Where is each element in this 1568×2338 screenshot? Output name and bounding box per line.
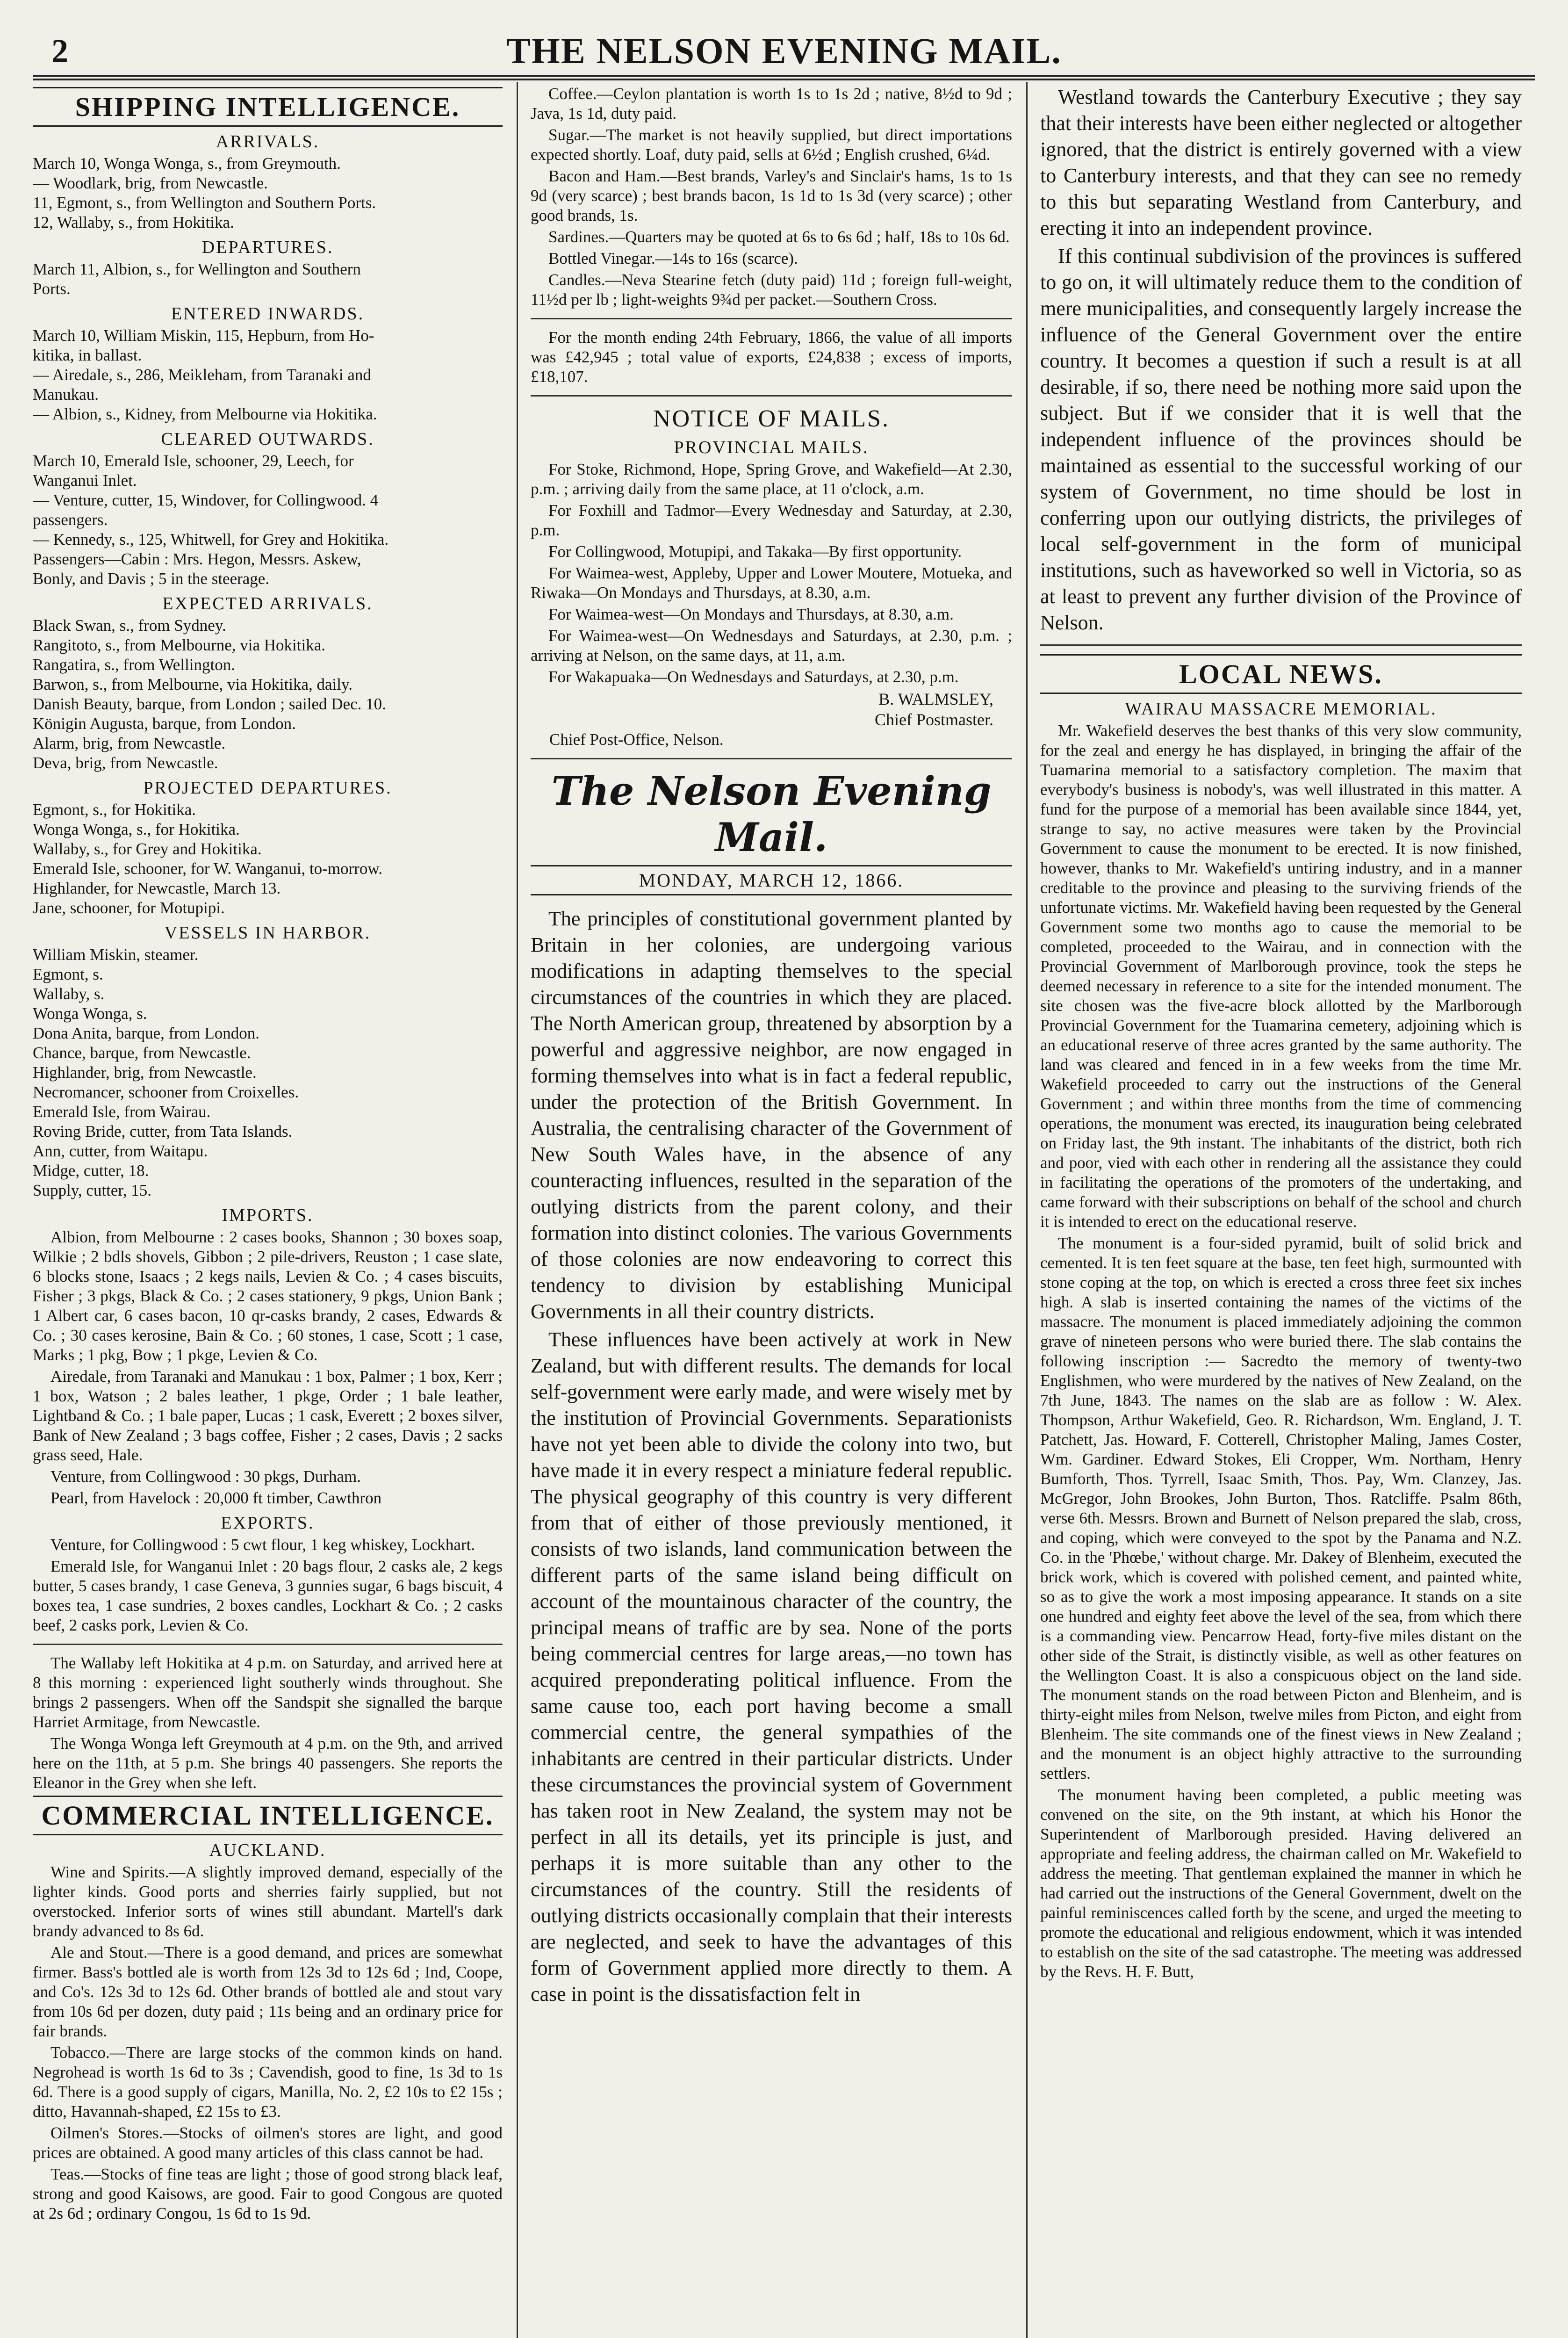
projected-line: Egmont, s., for Hokitika. (33, 801, 196, 819)
column-divider (517, 82, 518, 2338)
imports-paragraph: Venture, from Collingwood : 30 pkgs, Durham. (50, 1467, 361, 1486)
divider (1040, 644, 1522, 646)
column-3 (1040, 84, 1522, 2338)
exports-paragraph: Emerald Isle, for Wanganui Inlet : 20 bags flour, 2 casks ale, 2 kegs butter, 5 cases brandy, 1 case Geneva, 3 gunnies sugar, 6 bags biscuit, 4 boxes tea, 1 case sundries, 2 boxes candles, Lockhart & Co. ; 2 casks beef, 2 casks pork, Levien & Co. (33, 1557, 503, 1634)
cleared-line: Bonly, and Davis ; 5 in the steerage. (33, 570, 270, 588)
arrival-line: 12, Wallaby, s., from Hokitika. (33, 213, 234, 231)
arrival-line: 11, Egmont, s., from Wellington and Southern Ports. (33, 194, 376, 212)
page-number: 2 (51, 32, 68, 70)
expected-line: Deva, brig, from Newcastle. (33, 754, 218, 772)
projected-line: Wallaby, s., for Grey and Hokitika. (33, 840, 262, 858)
vessel-line: Supply, cutter, 15. (33, 1181, 151, 1199)
expected-line: Danish Beauty, barque, from London ; sailed Dec. 10. (33, 695, 386, 713)
provincial-mails-heading: PROVINCIAL MAILS. (674, 438, 869, 457)
mail-notice: For Collingwood, Motupipi, and Takaka—By first opportunity. (548, 542, 962, 561)
vessel-line: Wonga Wonga, s. (33, 1004, 147, 1023)
cleared-line: March 10, Emerald Isle, schooner, 29, Leech, for (33, 452, 354, 470)
editorial-paragraph: These influences have been actively at work in New Zealand, but with different results. The demands for local self-government were early made, and were wisely met by the institution of Provincial Governments. Separationists have not yet been able to divide the colony into two, but have made it in every respect a miniature federal republic. The physical geography of this country is very different from that of either of those previously mentioned, it consists of two islands, land communication between the different parts of the same island being difficult on account of the mountainous character of the country, the principal means of traffic are by sea. None of the ports being commercial centres for large areas,—no town has acquired preponderating political influence. From the same cause too, each port having become a small commercial centre, the general sympathies of the inhabitants are centred in their particular districts. Under these circumstances the provincial system of Government has taken root in New Zealand, the system may not be perfect in all its details, yet its principle is just, and perhaps it is more suitable than any other to the circumstances of the country. Still the residents of outlying districts occasionally complain that their interests are neglected, and seek to have the advantages of this form of Government applied more directly to them. A case in point is the dissatisfaction felt in (531, 1328, 1012, 2006)
imports-heading: IMPORTS. (222, 1205, 314, 1225)
arrivals-heading: ARRIVALS. (216, 132, 320, 152)
market-paragraph: Bacon and Ham.—Best brands, Varley's and Sinclair's hams, 1s to 1s 9d (very scarce) ; best brands bacon, 1s 1d to 1s 3d (very scarce) ; other good brands, 1s. (531, 167, 1012, 224)
vessel-line: Egmont, s. (33, 965, 103, 983)
market-paragraph: Coffee.—Ceylon plantation is worth 1s to 1s 2d ; native, 8½d to 9d ; Java, 1s 1d, duty paid. (531, 85, 1012, 123)
entered-line: — Airedale, s., 286, Meikleham, from Taranaki and (33, 366, 371, 384)
post-office: Chief Post-Office, Nelson. (549, 730, 724, 749)
expected-line: Königin Augusta, barque, from London. (33, 714, 296, 733)
entered-line: — Albion, s., Kidney, from Melbourne via Hokitika. (33, 405, 377, 423)
local-news-paragraph: The monument having been completed, a public meeting was convened on the site, on the 9th instant, at which his Honor the Superintendent of Marlborough presided. Having delivered an appropriate and feeling address, the chairman called on Mr. Wakefield to address the meeting. That gentleman explained the manner in which he had carried out the instructions of the General Government, dwelt on the painful reminiscences called forth by the scene, and urged the meeting to promote the educational and religious endowment, which it was intended to establish on the site of the sad catastrophe. The meeting was addressed by the Revs. H. F. Butt, (1040, 1786, 1522, 1981)
vessel-line: Midge, cutter, 18. (33, 1162, 149, 1180)
column-1 (33, 84, 503, 2338)
cleared-line: — Kennedy, s., 125, Whitwell, for Grey and Hokitika. (33, 530, 389, 548)
editorial-paragraph: The principles of constitutional government planted by Britain in her colonies, are undergoing various modifications in adapting themselves to the special circumstances of the countries in which they are placed. The North American group, threatened by absorption by a powerful and aggressive neighbor, are now engaged in forming themselves into what is in fact a federal republic, under the protection of the British Government. In Australia, the centralising character of the Government of New South Wales have, in the absence of any counteracting influences, resulted in the separation of the outlying districts from the parent colony, and their formation into distinct colonies. The various Governments of those colonies are now endeavoring to correct this tendency to division by establishing Municipal Governments in all their country districts. (531, 907, 1012, 1323)
column-divider (1026, 82, 1028, 2338)
auckland-heading: AUCKLAND. (209, 1840, 326, 1860)
mail-notice: For Wakapuaka—On Wednesdays and Saturdays, at 2.30, p.m. (548, 668, 959, 686)
projected-line: Highlander, for Newcastle, March 13. (33, 879, 281, 897)
cleared-heading: CLEARED OUTWARDS. (161, 429, 374, 449)
vessel-line: Wallaby, s. (33, 985, 105, 1003)
exports-paragraph: Venture, for Collingwood : 5 cwt flour, 1 keg whiskey, Lockhart. (50, 1536, 475, 1554)
market-paragraph: Candles.—Neva Stearine fetch (duty paid) 11d ; foreign full-weight, 11½d per lb ; light-weights 9¾d per packet.—Southern Cross. (531, 271, 1012, 309)
projected-heading: PROJECTED DEPARTURES. (143, 778, 392, 798)
signer-title: Chief Postmaster. (875, 710, 993, 729)
header-rule-2 (33, 79, 1535, 80)
market-paragraph: Sardines.—Quarters may be quoted at 6s to 6s 6d ; half, 18s to 10s 6d. (548, 228, 1010, 246)
dateline: MONDAY, MARCH 12, 1866. (531, 865, 1012, 895)
commercial-paragraph: Tobacco.—There are large stocks of the common kinds on hand. Negrohead is worth 1s 6d to 3s ; Cavendish, good to fine, 1s 3d to 1s 6d. There is a good supply of cigars, Manilla, No. 2, £2 10s to £2 15s ; ditto, Havannah-shaped, £2 15s to £3. (33, 2043, 503, 2121)
vessel-line: Roving Bride, cutter, from Tata Islands. (33, 1122, 293, 1140)
mail-notice: For Waimea-west, Appleby, Upper and Lower Moutere, Motueka, and Riwaka—On Mondays and Thursdays, at 8.30, a.m. (531, 564, 1012, 602)
imports-paragraph: Airedale, from Taranaki and Manukau : 1 box, Palmer ; 1 box, Kerr ; 1 box, Watson ; 2 bales leather, 1 pkge, Order ; 1 bale leather, Lightband & Co. ; 1 bale paper, Lucas ; 1 cask, Everett ; 2 boxes silver, Bank of New Zealand ; 3 bags coffee, Fisher ; 2 cases, Davis ; 2 sacks grass seed, Hale. (33, 1367, 503, 1464)
expected-line: Alarm, brig, from Newcastle. (33, 734, 226, 752)
shipping-note: The Wonga Wonga left Greymouth at 4 p.m. on the 9th, and arrived here on the 11th, at 5 p.m. She brings 40 passengers. She reports the Eleanor in the Grey when she left. (33, 1734, 503, 1792)
cleared-line: Passengers—Cabin : Mrs. Hegon, Messrs. Askew, (33, 550, 361, 568)
paper-title: THE NELSON EVENING MAIL. (506, 30, 1062, 71)
column-2 (531, 84, 1012, 2338)
commercial-heading: COMMERCIAL INTELLIGENCE. (33, 1796, 503, 1835)
nameplate: The Nelson Evening Mail. (551, 768, 992, 860)
local-news-paragraph: The monument is a four-sided pyramid, built of solid brick and cemented. It is ten feet square at the base, ten feet high, surmounted with stone coping at the top, on which is erected a cross three feet six inches high. A slab is inserted containing the names of the victims of the massacre. The monument is placed immediately adjoining the common grave of nineteen persons who were buried there. The slab contains the following inscription :— Sacredto the memory of twenty-two Englishmen, who were murdered by the natives of New Zealand, on the 7th June, 1843. The names on the slab are as follow : W. Alex. Thompson, Arthur Wakefield, Geo. R. Richardson, Wm. England, J. T. Patchett, Jas. Howard, F. Cotterell, Christopher Maling, James Coster, Wm. Gardiner. Edward Stokes, Eli Cropper, Wm. Northam, Henry Bumforth, Thos. Tyrrell, Isaac Smith, Thos. Pay, Wm. Clanzey, Jas. McGregor, John Brookes, John Burton, Thos. Ratcliffe. Psalm 86th, verse 6th. Messrs. Brown and Burnett of Nelson prepared the slab, cross, and coping, which were conveyed to the spot by the Panama and N.Z. Co. in the 'Phœbe,' without charge. Mr. Dakey of Blenheim, executed the brick work, which is covered with polished cement, and painted white, so as to give the work a most imposing appearance. It stands on a site one hundred and eighty feet above the level of the sea, from which there is a commanding view. Pencarrow Head, forty-five miles distant on the other side of the Strait, is distinctly visible, as well as other features on the Wellington Coast. It is also a conspicuous object on the land side. The monument stands on the road between Picton and Blenheim, and is thirty-eight miles from Nelson, twelve miles from Picton, and eight from Blenheim. The site commands one of the finest views in New Zealand ; and the monument is an object highly attractive to the surrounding settlers. (1040, 1234, 1522, 1782)
divider (531, 395, 1012, 397)
market-paragraph: Sugar.—The market is not heavily supplied, but direct importations expected shortly. Loaf, duty paid, sells at 6½d ; English crushed, 6¼d. (531, 126, 1012, 164)
commercial-paragraph: Wine and Spirits.—A slightly improved demand, especially of the lighter kinds. Good ports and sherries fairly supplied, but not overstocked. Inferior sorts of wines still abundant. Martell's dark brandy advanced to 8s 6d. (33, 1863, 503, 1940)
commercial-paragraph: Oilmen's Stores.—Stocks of oilmen's stores are light, and good prices are obtained. A good many articles of this class cannot be had. (33, 2124, 503, 2162)
commercial-paragraph: Ale and Stout.—There is a good demand, and prices are somewhat firmer. Bass's bottled ale is worth from 12s 3d to 12s 6d ; Ind, Coope, and Co's. 12s 3d to 12s 6d. Other brands of bottled ale and stout vary from 10s 6d per dozen, duty paid ; 11s being and an ordinary price for fair brands. (33, 1943, 503, 2040)
arrival-line: — Woodlark, brig, from Newcastle. (33, 174, 268, 192)
divider (33, 1644, 503, 1645)
mail-notice: For Foxhill and Tadmor—Every Wednesday and Saturday, at 2.30, p.m. (531, 501, 1012, 539)
editorial-paragraph: If this continual subdivision of the provinces is suffered to go on, it will ultimately reduce them to the condition of mere municipalities, and consequently largely increase the influence of the General Government over the entire country. It becomes a question if such a result is at all desirable, if so, there need be nothing more said upon the subject. But if we consider that it is well that the independent influence of the provinces should be maintained as essential to the successful working of our system of Government, no time should be lost in conferring upon our outlying districts, the privileges of local self-government in the form of municipal institutions, such as haveworked so well in Victoria, so as at least to prevent any further division of the Province of Nelson. (1040, 245, 1522, 634)
editorial-paragraph: Westland towards the Canterbury Executive ; they say that their interests have been either neglected or altogether ignored, that the district is entirely governed with a view to Canterbury interests, and that they can see no remedy to this but separating Westland from Canterbury, and erecting it into an independent province. (1040, 86, 1522, 239)
arrival-line: March 10, Wonga Wonga, s., from Greymouth. (33, 154, 341, 173)
trade-summary: For the month ending 24th February, 1866, the value of all imports was £42,945 ; total value of exports, £24,838 ; excess of imports, £18,107. (531, 328, 1012, 386)
cleared-line: Wanganui Inlet. (33, 471, 137, 490)
page-header (33, 23, 1535, 70)
projected-line: Wonga Wonga, s., for Hokitika. (33, 820, 240, 838)
vessel-line: Necromancer, schooner from Croixelles. (33, 1083, 299, 1101)
vessel-line: William Miskin, steamer. (33, 945, 199, 964)
expected-heading: EXPECTED ARRIVALS. (162, 594, 373, 613)
shipping-note: The Wallaby left Hokitika at 4 p.m. on Saturday, and arrived here at 8 this morning : experienced light southerly winds throughout. She brings 2 passengers. When off the Sandspit she signalled the barque Harriet Armitage, from Newcastle. (33, 1654, 503, 1731)
commercial-paragraph: Teas.—Stocks of fine teas are light ; those of good strong black leaf, strong and good Kaisows, are good. Fair to good Congous are quoted at 2s 6d ; ordinary Congou, 1s 6d to 1s 9d. (33, 2165, 503, 2223)
departure-line: March 11, Albion, s., for Wellington and Southern (33, 260, 361, 278)
vessel-line: Dona Anita, barque, from London. (33, 1024, 260, 1042)
mail-notice: For Stoke, Richmond, Hope, Spring Grove, and Wakefield—At 2.30, p.m. ; arriving daily from the same place, at 11 o'clock, a.m. (531, 460, 1012, 498)
projected-line: Jane, schooner, for Motupipi. (33, 899, 225, 917)
exports-heading: EXPORTS. (221, 1513, 315, 1533)
signer-name: B. WALMSLEY, (878, 690, 993, 708)
market-paragraph: Bottled Vinegar.—14s to 16s (scarce). (548, 249, 798, 267)
shipping-heading: SHIPPING INTELLIGENCE. (33, 87, 503, 127)
vessel-line: Chance, barque, from Newcastle. (33, 1044, 251, 1062)
expected-line: Rangitoto, s., from Melbourne, via Hokitika. (33, 636, 326, 654)
mail-notice: For Waimea-west—On Wednesdays and Saturdays, at 2.30, p.m. ; arriving at Nelson, on the same days, at 11, a.m. (531, 627, 1012, 664)
entered-line: Manukau. (33, 385, 99, 404)
departure-line: Ports. (33, 280, 71, 298)
local-news-paragraph: Mr. Wakefield deserves the best thanks of this very slow community, for the zeal and energy he has displayed, in bringing the affair of the Tuamarina memorial to a satisfactory completion. The maxim that everybody's business is nobody's, was well illustrated in this matter. A fund for the purpose of a memorial has been available since 1844, yet, strange to say, no active measures were taken by the Provincial Government to cause the monument to be erected. It is now finished, however, thanks to Mr. Wakefield's untiring industry, and in a manner creditable to the province and pleasing to the surviving friends of the unfortunate victims. Mr. Wakefield having been requested by the General Government some two months ago to cause the memorial to be completed, proceeded to the Wairau, and in connection with the Provincial Government of Marlborough province, took the steps he deemed necessary in reference to a site for the intended monument. The site chosen was the five-acre block allotted by the Marlborough Provincial Government for the Tuamarina cemetery, adjoining which is an educational reserve of three acres granted by the same authority. The land was cleared and fenced in in a few weeks from the time Mr. Wakefield proceeded to carry out the instructions of the General Government ; and within three months from the time of commencing operations, the monument was erected, its inauguration being celebrated on Friday last, the 9th instant. The inhabitants of the district, both rich and poor, vied with each other in rendering all the assistance they could in facilitating the operations of the promoters of the undertaking, and came forward with their subscriptions on behalf of the school and church it is intended to erect on the educational reserve. (1040, 722, 1522, 1231)
vessel-line: Ann, cutter, from Waitapu. (33, 1142, 208, 1160)
mail-notice: For Waimea-west—On Mondays and Thursdays, at 8.30, a.m. (548, 605, 954, 623)
wairau-heading: WAIRAU MASSACRE MEMORIAL. (1125, 699, 1437, 719)
local-news-heading: LOCAL NEWS. (1040, 654, 1522, 694)
imports-paragraph: Albion, from Melbourne : 2 cases books, Shannon ; 30 boxes soap, Wilkie ; 2 bdls shovels, Gibbon ; 2 pile-drivers, Reuston ; 1 case slate, 6 blocks stone, Isaacs ; 2 kegs nails, Levien & Co. ; 4 cases biscuits, Fisher ; 3 pkgs, Black & Co. ; 2 cases stationery, 9 pkgs, Union Bank ; 1 Albert car, 6 cases bacon, 10 qr-casks brandy, 2 cases, Edwards & Co. ; 30 cases kerosine, Bain & Co. ; 60 stones, 1 case, Scott ; 1 case, Marks ; 1 pkg, Bow ; 1 pkge, Levien & Co. (33, 1228, 503, 1364)
entered-heading: ENTERED INWARDS. (171, 304, 365, 324)
expected-line: Barwon, s., from Melbourne, via Hokitika, daily. (33, 675, 352, 693)
vessels-heading: VESSELS IN HARBOR. (164, 923, 371, 943)
vessel-line: Highlander, brig, from Newcastle. (33, 1063, 257, 1082)
cleared-line: passengers. (33, 511, 108, 529)
projected-line: Emerald Isle, schooner, for W. Wanganui, to-morrow. (33, 859, 383, 878)
cleared-line: — Venture, cutter, 15, Windover, for Collingwood. 4 (33, 491, 379, 509)
expected-line: Black Swan, s., from Sydney. (33, 616, 226, 635)
entered-line: March 10, William Miskin, 115, Hepburn, from Ho- (33, 326, 374, 345)
imports-paragraph: Pearl, from Havelock : 20,000 ft timber, Cawthron (50, 1489, 382, 1507)
vessel-line: Emerald Isle, from Wairau. (33, 1103, 211, 1121)
departures-heading: DEPARTURES. (201, 238, 334, 257)
header-rule (33, 75, 1535, 77)
divider (531, 758, 1012, 759)
divider (531, 318, 1012, 319)
entered-line: kitika, in ballast. (33, 346, 142, 364)
mails-heading: NOTICE OF MAILS. (653, 405, 890, 432)
expected-line: Rangatira, s., from Wellington. (33, 656, 235, 674)
